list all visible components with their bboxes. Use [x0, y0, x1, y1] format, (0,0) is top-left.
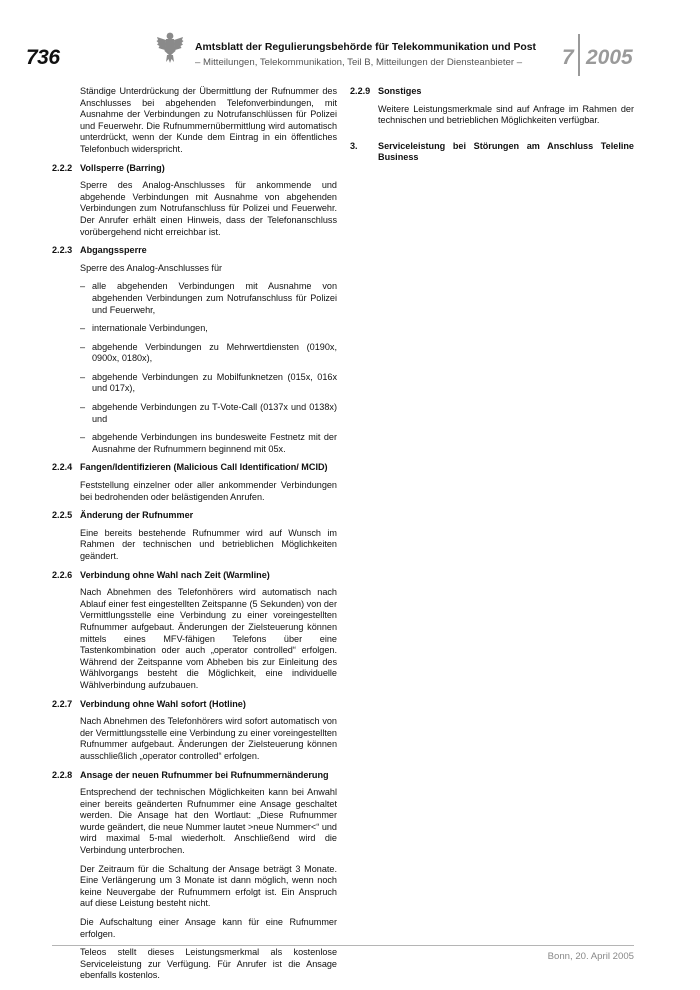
right-column	[350, 86, 634, 170]
section-paragraph: Nach Abnehmen des Telefonhörers wird sofort automatisch von der Vermittlungsstelle eine Verbindung zu einer voreingestellten Rufnummer aufgebaut. Änderungen der Zielsteuerung können ausschließlich „operator controlled“ erfolgen.	[80, 716, 337, 761]
section-heading-2-2-6	[52, 570, 337, 582]
section-title: Änderung der Rufnummer	[80, 510, 194, 521]
list-item-text: abgehende Verbindungen zu Mobilfunknetzen (015x, 016x und 017x),	[92, 371, 337, 394]
section-title: Vollsperre (Barring)	[80, 162, 165, 173]
section-title: Verbindung ohne Wahl sofort (Hotline)	[80, 698, 246, 709]
section-heading-2-2-5	[52, 510, 337, 522]
section-heading-2-2-7	[52, 699, 337, 711]
section-number: 2.2.8	[52, 769, 73, 780]
intro-paragraph: Ständige Unterdrückung der Übermittlung der Rufnummer des Anschlusses bei abgehenden Telefonverbindungen, mit Ausnahme der Verbindungen zu Notrufanschlüssen für Polizei und Feuerwehr. Die Rufnummernübermittlung wird automatisch unterdrückt, wenn der Kunde dem Eintrag in ein öffentliches Telefonbuch widerspricht.	[80, 86, 337, 154]
list-item-text: alle abgehenden Verbindungen mit Ausnahme von abgehenden Verbindungen zum Notrufanschluss für Polizei und Feuerwehr,	[92, 281, 337, 315]
section-paragraph: Feststellung einzelner oder aller ankommender Verbindungen bei bedrohenden oder belästigenden Anrufen.	[80, 480, 337, 502]
section-title: Fangen/Identifizieren (Malicious Call Identification/ MCID)	[80, 462, 328, 473]
dash-bullet: –	[80, 402, 86, 413]
section-paragraph: Entsprechend der technischen Möglichkeiten kann bei Anwahl einer bereits geänderten Rufnummer eine Ansage geschaltet werden. Die Ansage hat den Wortlaut: „Diese Rufnummer wurde geändert, die neue Nummer lautet >neue Nummer<“ und wird maximal 5-mal wiederholt. Anschließend wird die Verbindung unterbrochen.	[80, 787, 337, 856]
section-title: Verbindung ohne Wahl nach Zeit (Warmline)	[80, 569, 270, 580]
federal-eagle-icon	[156, 30, 184, 64]
list-item	[80, 281, 337, 316]
section-title: Sonstiges	[378, 86, 422, 96]
section-number: 2.2.4	[52, 462, 73, 473]
publication-title: Amtsblatt der Regulierungsbehörde für Telekommunikation und Post	[195, 42, 536, 53]
section-number: 3.	[350, 140, 358, 151]
dash-bullet: –	[80, 323, 86, 334]
section-paragraph: Sperre des Analog-Anschlusses für	[80, 262, 223, 273]
list-item	[80, 371, 337, 395]
section-paragraph: Der Zeitraum für die Schaltung der Ansage beträgt 3 Monate. Eine Verlängerung um 3 Monate ist dann möglich, wenn noch keine Neuvergabe der Rufnummern erfolgt ist. Ein Anspruch auf diese Leistung besteht nicht.	[80, 863, 337, 909]
issue-number: 7	[562, 46, 574, 69]
section-number: 2.2.2	[52, 162, 73, 173]
section-number: 2.2.3	[52, 245, 73, 256]
list-item-text: abgehende Verbindungen zu T-Vote-Call (0137x und 0138x) und	[92, 402, 337, 424]
section-title: Abgangssperre	[80, 245, 147, 256]
section-paragraph: Weitere Leistungsmerkmale sind auf Anfrage im Rahmen der technischen und betrieblichen Möglichkeiten verfügbar.	[378, 103, 634, 126]
section-heading-2-2-2	[52, 163, 337, 175]
dash-bullet: –	[80, 371, 86, 382]
section-number: 2.2.5	[52, 510, 73, 521]
section-title: Ansage der neuen Rufnummer bei Rufnummernänderung	[80, 769, 329, 780]
section-heading-2-2-9	[350, 86, 634, 98]
list-item-text: abgehende Verbindungen zu Mehrwertdiensten (0190x, 0900x, 0180x),	[92, 341, 337, 364]
section-number: 2.2.7	[52, 698, 73, 709]
section-paragraph: Sperre des Analog-Anschlusses für ankommende und abgehende Verbindungen mit Ausnahme von abgehenden Verbindungen zum Notrufanschluss für Polizei und Feuerwehr. Der Anrufer erhält einen Hinweis, dass der Telefonanschluss vorübergehend nicht erreichbar ist.	[80, 180, 337, 237]
issue-divider	[578, 34, 580, 76]
list-item-text: abgehende Verbindungen ins bundesweite Festnetz mit der Ausnahme der Rufnummern beginnend mit 05x.	[92, 432, 337, 454]
list-item-text: internationale Verbindungen,	[92, 323, 208, 334]
page-number: 736	[26, 46, 60, 69]
section-heading-2-2-3	[52, 245, 337, 257]
section-paragraph: Eine bereits bestehende Rufnummer wird auf Wunsch im Rahmen der technischen und betrieblichen Möglichkeiten geändert.	[80, 527, 337, 561]
footer-divider	[52, 945, 634, 946]
section-paragraph: Teleos stellt dieses Leistungsmerkmal als kostenlose Serviceleistung zur Verfügung. Für Anrufer ist die Ansage ebenfalls kostenlos.	[80, 947, 337, 981]
dash-bullet: –	[80, 281, 86, 292]
dash-bullet: –	[80, 432, 86, 443]
list-item	[80, 323, 337, 335]
list-item	[80, 341, 337, 365]
section-heading-2-2-8	[52, 770, 337, 782]
footer-date: Bonn, 20. April 2005	[547, 951, 634, 962]
section-title: Serviceleistung bei Störungen am Anschluss Teleline Business	[378, 140, 634, 163]
list-item	[80, 432, 337, 455]
left-column	[52, 86, 337, 989]
dash-bullet: –	[80, 341, 86, 352]
publication-subtitle: – Mitteilungen, Telekommunikation, Teil B, Mitteilungen der Diensteanbieter –	[195, 57, 523, 68]
section-number: 2.2.6	[52, 569, 73, 580]
section-heading-2-2-4	[52, 462, 337, 474]
section-heading-3	[350, 141, 634, 164]
section-paragraph: Nach Abnehmen des Telefonhörers wird automatisch nach Ablauf einer fest eingestellten Zeitspanne (5 Sekunden) von der Vermittlungsstelle eine Verbindung zu einer voreingestellten Rufnummer aufgebaut. Änderungen der Zielsteuerung können mittels eines MFV-fähigen Telefons über eine Tastenkombination oder auch „operator controlled“ erfolgen. Während der Zeitspanne vom Abheben bis zur Einleitung des Wählvorgangs besteht die Möglichkeit, eine individuelle Wählverbindung aufzubauen.	[80, 587, 337, 690]
issue-year: 2005	[586, 46, 633, 69]
section-number: 2.2.9	[350, 86, 371, 96]
section-paragraph: Die Aufschaltung einer Ansage kann für eine Rufnummer erfolgen.	[80, 917, 337, 939]
list-item	[80, 402, 337, 425]
